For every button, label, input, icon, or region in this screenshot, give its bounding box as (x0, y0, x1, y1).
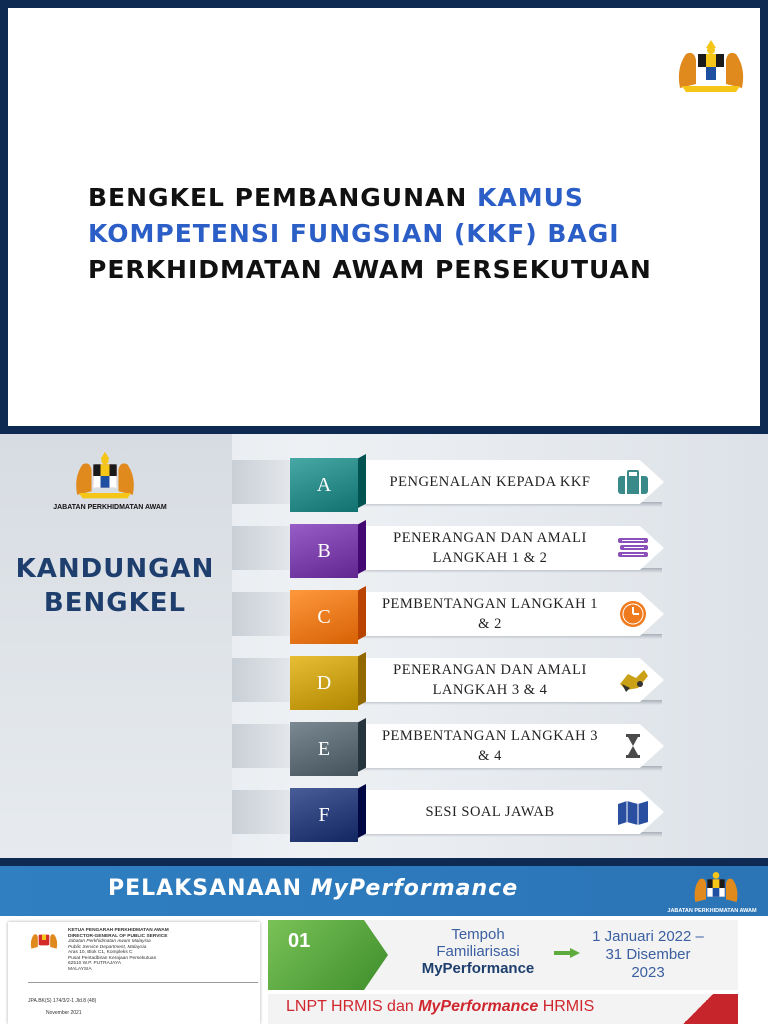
agenda-heading-line1: KANDUNGAN (15, 554, 215, 584)
hourglass-icon (616, 732, 650, 760)
agenda-item (232, 586, 692, 644)
step-dates-line3: 2023 (631, 964, 665, 981)
agenda-letter: C (290, 590, 358, 644)
page-title (88, 180, 688, 288)
malaysia-coat-of-arms-icon (672, 38, 750, 96)
slide-title-text: PELAKSANAAN (108, 876, 311, 901)
step-description-line3: MyPerformance (421, 960, 535, 977)
books-icon (616, 534, 650, 562)
block-side (358, 652, 366, 706)
clock-icon (616, 600, 650, 628)
slide-title-product: MyPerformance (310, 876, 519, 901)
agenda-letter-block (290, 454, 366, 512)
lnpt-text-1: LNPT HRMIS dan (286, 998, 419, 1015)
agenda-label: SESI SOAL JAWAB (425, 804, 555, 820)
agenda-letter-block (290, 586, 366, 644)
agenda-left-panel (0, 434, 232, 858)
title-slide (8, 8, 760, 426)
agenda-slide (0, 434, 768, 858)
title-text-highlight: KAMUS KOMPETENSI FUNGSIAN (KKF) BAGI (88, 183, 620, 248)
agenda-letter: D (290, 656, 358, 710)
circular-letter-thumbnail (8, 922, 260, 1024)
org-name: JABATAN PERKHIDMATAN AWAM (53, 504, 167, 511)
letter-header-line: KETUA PENGARAH PERKHIDMATAN AWAM (68, 928, 169, 933)
step-chevron (268, 920, 388, 990)
lnpt-text (286, 998, 594, 1016)
arrow-right-icon (554, 948, 580, 958)
agenda-label: PENERANGAN DAN AMALI LANGKAH 3 & 4 (393, 662, 587, 698)
letter-header-line: Pusat Pentadbiran Kerajaan Persekutuan (68, 955, 157, 961)
malaysia-coat-of-arms-icon (70, 450, 140, 502)
agenda-letter: A (290, 458, 358, 512)
malaysia-coat-of-arms-icon (28, 928, 60, 952)
letter-date: November 2021 (46, 1010, 82, 1016)
agenda-label: PENGENALAN KEPADA KKF (389, 474, 591, 490)
org-name: JABATAN PERKHIDMATAN AWAM (667, 908, 757, 914)
letter-header-line: 62510 W.P. PUTRAJAYA (68, 961, 122, 966)
block-side (358, 454, 366, 508)
title-text-1: BENGKEL PEMBANGUNAN (88, 183, 477, 212)
agenda-letter-block (290, 784, 366, 842)
agenda-item (232, 652, 692, 710)
agenda-heading (0, 552, 230, 620)
slide-title (108, 876, 518, 901)
step-dates (578, 928, 718, 982)
agenda-letter-block (290, 652, 366, 710)
agenda-item (232, 784, 692, 842)
malaysia-coat-of-arms-icon (690, 868, 742, 908)
agenda-letter: F (290, 788, 358, 842)
letter-header-line: Jabatan Perkhidmatan Awam Malaysia (68, 939, 151, 944)
agenda-letter-block (290, 718, 366, 776)
agenda-item (232, 520, 692, 578)
letter-header-line: Public Service Department, Malaysia (68, 944, 147, 950)
letter-header-line: Aras 10, Blok C1, Kompleks C (68, 950, 133, 955)
lnpt-text-3: HRMIS (538, 998, 595, 1015)
step-description-line2: Familiarisasi (436, 943, 520, 960)
agenda-letter: B (290, 524, 358, 578)
block-side (358, 520, 366, 574)
agenda-letter-block (290, 520, 366, 578)
divider (28, 982, 258, 983)
agenda-label: PEMBENTANGAN LANGKAH 3 & 4 (381, 728, 599, 764)
block-side (358, 784, 366, 838)
agenda-item (232, 454, 692, 512)
agenda-label: PENERANGAN DAN AMALI LANGKAH 1 & 2 (393, 530, 587, 566)
title-text-3: PERKHIDMATAN AWAM PERSEKUTUAN (88, 255, 652, 284)
slide-header (0, 866, 768, 916)
briefcase-icon (616, 468, 650, 496)
timeline-step-2 (268, 994, 738, 1024)
agenda-heading-line2: BENGKEL (43, 588, 187, 618)
block-side (358, 718, 366, 772)
letter-header-line: DIRECTOR-GENERAL OF PUBLIC SERVICE (68, 933, 168, 939)
lnpt-text-2: MyPerformance (418, 998, 539, 1015)
block-side (358, 586, 366, 640)
implementation-slide (0, 866, 768, 1024)
step-dates-line1: 1 Januari 2022 – (592, 928, 704, 945)
red-corner-decoration (658, 994, 738, 1024)
map-icon (616, 798, 650, 826)
step-description (418, 926, 538, 977)
step-number: 01 (288, 930, 311, 952)
step-description-line1: Tempoh (451, 926, 505, 943)
letter-reference: JPA.BK(S) 174/3/2-1 Jld.8 (48) (28, 998, 97, 1004)
agenda-item (232, 718, 692, 776)
agenda-letter: E (290, 722, 358, 776)
timeline-step-1 (268, 920, 738, 990)
letter-header-line: MALAYSIA (68, 966, 92, 972)
agenda-label: PEMBENTANGAN LANGKAH 1 & 2 (381, 596, 599, 632)
step-dates-line2: 31 Disember (605, 946, 691, 963)
handshake-icon (616, 666, 650, 694)
